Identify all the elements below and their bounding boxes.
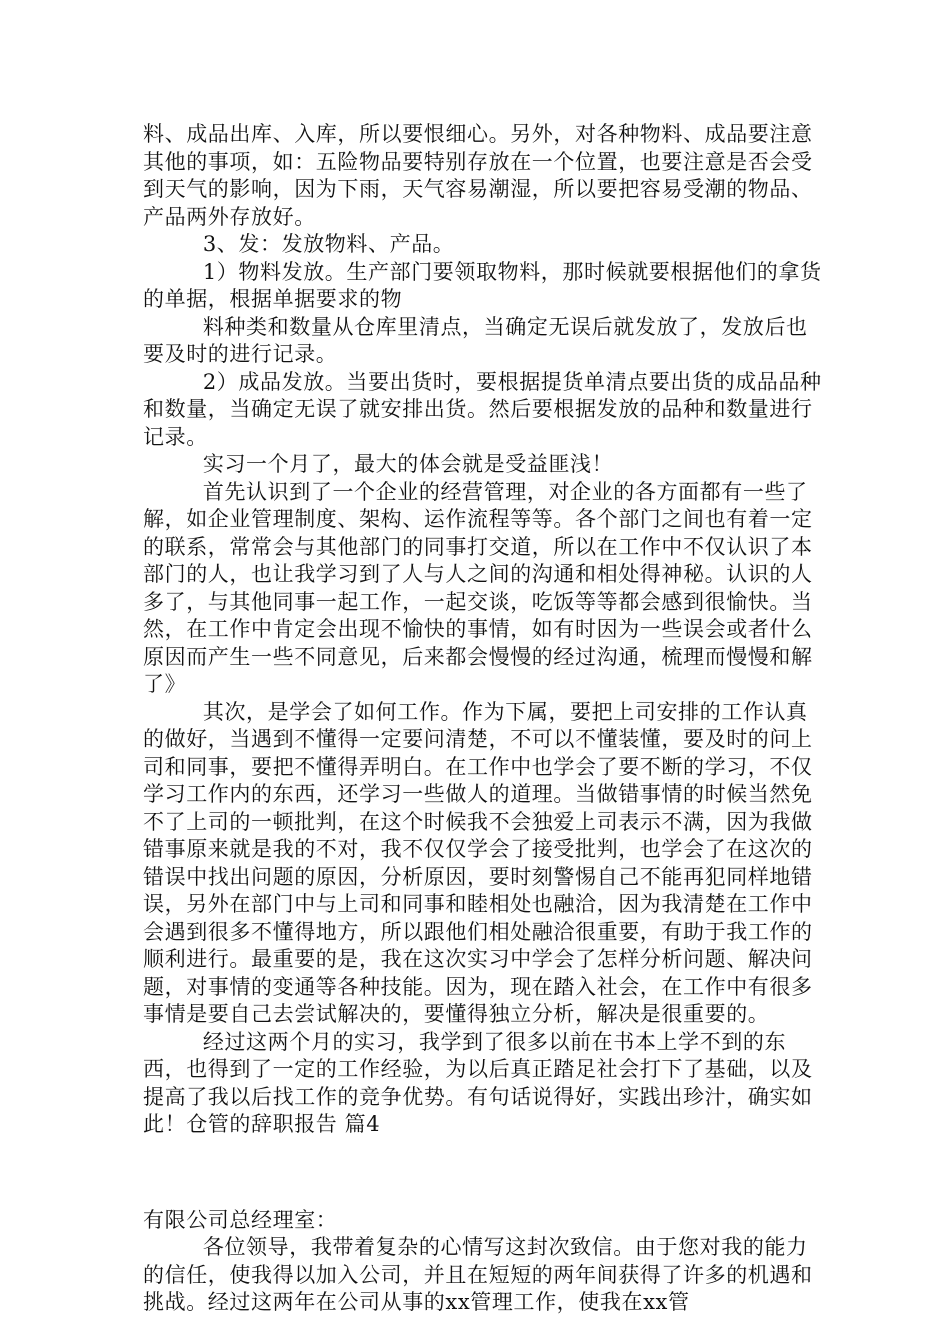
letter-paragraph: 各位领导，我带着复杂的心情写这封次致信。由于您对我的能力的信任，使我得以加入公司，并且在短短的两年间获得了许多的机遇和挑战。经过这两年在公司从事的xx管理工作，使我在xx管 (143, 1235, 813, 1314)
letter-salutation: 有限公司总经理室： (143, 1207, 338, 1232)
paragraph-dispatch-heading: 3、发：发放物料、产品。 (202, 232, 455, 256)
section-gap (143, 1139, 823, 1207)
paragraph-storage-care: 料、成品出库、入库，所以要恨细心。另外，对各种物料、成品要注意其他的事项，如：五险物品要特别存放在一个位置，也要注意是否会受到天气的影响，因为下雨，天气容易潮湿，所以要把容易受潮的物品、产品两外存放好。 (143, 122, 813, 229)
paragraph-second-lesson: 其次，是学会了如何工作。作为下属，要把上司安排的工作认真的做好，当遇到不懂得一定要问清楚，不可以不懂装懂，要及时的问上司和同事，要把不懂得弄明白。在工作中也学会了要不断的学习，不仅学习工作内的东西，还学习一些做人的道理。当做错事情的时候当然免不了上司的一顿批判，在这个时候我不会独爱上司表示不满，因为我做错事原来就是我的不对，我不仅仅学会了接受批判，也学会了在这次的错误中找出问题的原因，分析原因，要时刻警惕自己不能再犯同样地错误，另外在部门中与上司和同事和睦相处也融洽，因为我清楚在工作中会遇到很多不懂得地方，所以跟他们相处融洽很重要，有助于我工作的顺利进行。最重要的是，我在这次实习中学会了怎样分析问题、解决问题，对事情的变通等各种技能。因为，现在踏入社会，在工作中有很多事情是要自己去尝试解决的，要懂得独立分析，解决是很重要的。 (143, 699, 813, 1026)
paragraph-conclusion: 经过这两个月的实习，我学到了很多以前在书本上学不到的东西，也得到了一定的工作经验，为以后真正踏足社会打下了基础，以及提高了我以后找工作的竞争优势。有句话说得好，实践出珍汁，确实如此！仓管的辞职报告 篇4 (143, 1029, 813, 1136)
paragraph-material-dispatch-cont: 料种类和数量从仓库里清点，当确定无误后就发放了，发放后也要及时的进行记录。 (143, 314, 808, 366)
paragraph-product-dispatch: 2）成品发放。当要出货时，要根据提货单清点要出货的成品品种和数量，当确定无误了就安排出货。然后要根据发放的品种和数量进行记录。 (143, 369, 822, 449)
paragraph-summary-heading: 实习一个月了，最大的体会就是受益匪浅！ (202, 452, 614, 476)
paragraph-material-dispatch: 1）物料发放。生产部门要领取物料，那时候就要根据他们的拿货的单据，根据单据要求的物 (143, 259, 822, 311)
document-body (143, 121, 823, 1317)
paragraph-first-lesson: 首先认识到了一个企业的经营管理，对企业的各方面都有一些了解，如企业管理制度、架构、运作流程等等。各个部门之间也有着一定的联系，常常会与其他部门的同事打交道，所以在工作中不仅认识了本部门的人，也让我学习到了人与人之间的沟通和相处得神秘。认识的人多了，与其他同事一起工作，一起交谈，吃饭等等都会感到很愉快。当然，在工作中肯定会出现不愉快的事情，如有时因为一些误会或者什么原因而产生一些不同意见，后来都会慢慢的经过沟通，梳理而慢慢和解了》 (143, 479, 813, 696)
